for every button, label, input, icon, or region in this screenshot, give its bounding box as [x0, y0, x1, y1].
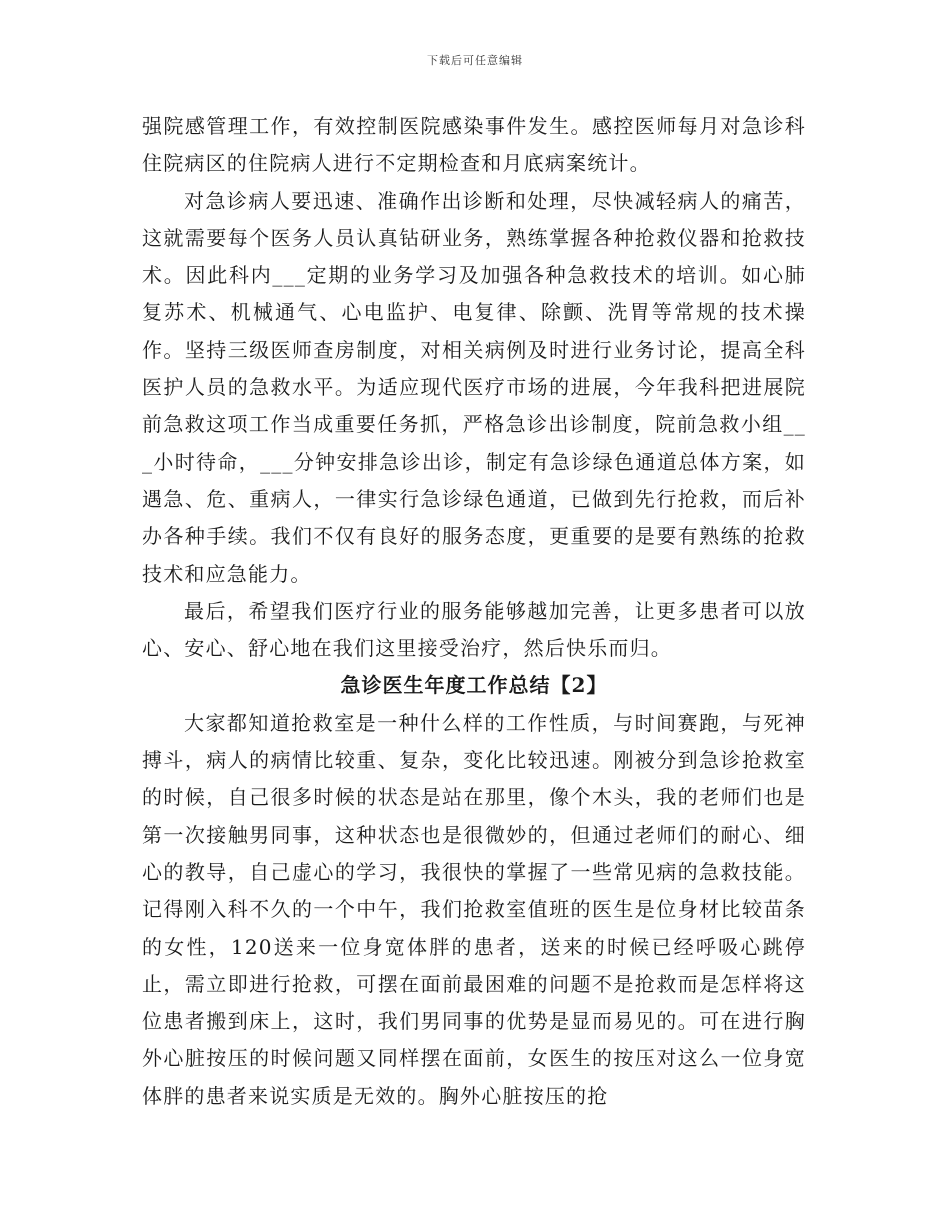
section-title: 急诊医生年度工作总结【2】	[340, 673, 608, 698]
paragraph-3: 最后，希望我们医疗行业的服务能够越加完善，让更多患者可以放心、安心、舒心地在我们这里接受治疗，然后快乐而归。	[142, 598, 806, 661]
page-header-note: 下载后可任意编辑	[427, 54, 523, 67]
paragraph-1: 强院感管理工作，有效控制医院感染事件发生。感控医师每月对急诊科住院病区的住院病人进行不定期检查和月底病案统计。	[142, 114, 806, 176]
document-body	[142, 108, 806, 1115]
paragraph-4: 大家都知道抢救室是一种什么样的工作性质，与时间赛跑，与死神搏斗，病人的病情比较重、复杂，变化比较迅速。刚被分到急诊抢救室的时候，自己很多时候的状态是站在那里，像个木头，我的老师们也是第一次接触男同事，这种状态也是很微妙的，但通过老师们的耐心、细心的教导，自己虚心的学习，我很快的掌握了一些常见病的急救技能。记得刚入科不久的一个中午，我们抢救室值班的医生是位身材比较苗条的女性，120送来一位身宽体胖的患者，送来的时候已经呼吸心跳停止，需立即进行抢救，可摆在面前最困难的问题不是抢救而是怎样将这位患者搬到床上，这时，我们男同事的优势是显而易见的。可在进行胸外心脏按压的时候问题又同样摆在面前，女医生的按压对这么一位身宽体胖的患者来说实质是无效的。胸外心脏按压的抢	[142, 710, 806, 1108]
paragraph-2: 对急诊病人要迅速、准确作出诊断和处理，尽快减轻病人的痛苦，这就需要每个医务人员认真钻研业务，熟练掌握各种抢救仪器和抢救技术。因此科内___定期的业务学习及加强各种急救技术的培训。如心肺复苏术、机械通气、心电监护、电复律、除颤、洗胃等常规的技术操作。坚持三级医师查房制度，对相关病例及时进行业务讨论，提高全科医护人员的急救水平。为适应现代医疗市场的进展，今年我科把进展院前急救这项工作当成重要任务抓，严格急诊出诊制度，院前急救小组___小时待命，___分钟安排急诊出诊，制定有急诊绿色通道总体方案，如遇急、危、重病人，一律实行急诊绿色通道，已做到先行抢救，而后补办各种手续。我们不仅有良好的服务态度，更重要的是要有熟练的抢救技术和应急能力。	[142, 188, 806, 586]
